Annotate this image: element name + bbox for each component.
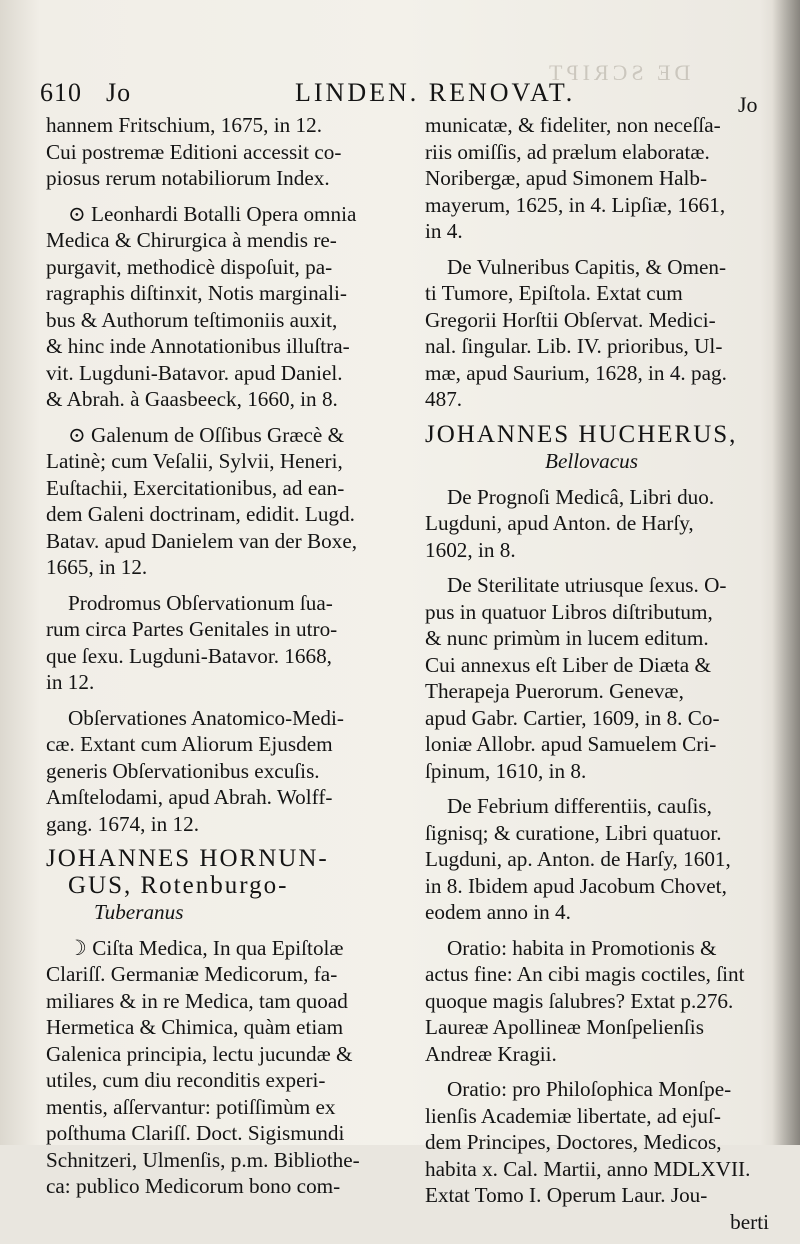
author-origin: Tuberanus (94, 900, 184, 924)
text-line: Andreæ Kragii. (425, 1041, 557, 1066)
bleed-through-text: DE SCRIPT (545, 60, 691, 85)
text-line: Schnitzeri, Ulmenſis, p.m. Bibliothe- (46, 1147, 360, 1172)
text-line: 1602, in 8. (425, 537, 516, 562)
text-line: vit. Lugduni-Batavor. apud Daniel. (46, 360, 343, 385)
text-line: in 12. (46, 670, 95, 694)
author-name: JOHANNES HORNUN- (46, 845, 329, 872)
text-line: De Sterilitate utriusque ſexus. O- (447, 573, 727, 597)
text-line: Noribergæ, apud Simonem Halb- (425, 166, 708, 190)
right-headword: Jo (738, 92, 758, 117)
author-heading (46, 846, 386, 926)
text-line: lienſis Academiæ libertate, ad ejuſ- (425, 1103, 721, 1128)
text-line: quoque magis ſalubres? Extat p.276. (425, 988, 734, 1013)
text-line: Therapeja Puerorum. Genevæ, (425, 679, 684, 703)
text-line: De Vulneribus Capitis, & Omen- (447, 254, 727, 279)
paragraph (46, 422, 386, 581)
text-line: bus & Authorum teſtimoniis auxit, (46, 307, 338, 332)
text-line: habita x. Cal. Martii, anno MDLXVII. (425, 1156, 751, 1181)
author-name: GUS, Rotenburgo- (68, 871, 289, 899)
text-line: rum circa Partes Genitales in utro- (46, 617, 338, 641)
paragraph (46, 112, 386, 192)
text-line: que ſexu. Lugduni-Batavor. 1668, (46, 643, 332, 668)
text-line: Oratio: habita in Promotionis & (447, 935, 717, 960)
text-line: De Prognoſi Medicâ, Libri duo. (447, 484, 715, 509)
text-line: ⊙ Galenum de Oſſibus Græcè & (68, 422, 345, 447)
text-line: piosus rerum notabiliorum Index. (46, 166, 330, 190)
running-head: LINDEN. RENOVAT. (295, 78, 576, 107)
text-line: generis Obſervationibus excuſis. (46, 758, 320, 783)
text-line: mayerum, 1625, in 4. Lipſiæ, 1661, (425, 192, 726, 217)
paragraph (425, 572, 769, 784)
text-line: municatæ, & fideliter, non neceſſa- (425, 113, 721, 137)
text-line: gang. 1674, in 12. (46, 811, 200, 836)
paragraph (425, 254, 769, 413)
text-line: in 8. Ibidem apud Jacobum Chovet, (425, 873, 727, 898)
text-line: & nunc primùm in lucem editum. (425, 626, 709, 650)
text-line: actus fine: An cibi magis coctiles, ſint (425, 962, 745, 986)
left-column (46, 112, 386, 1209)
paragraph (46, 705, 386, 838)
text-line: loniæ Allobr. apud Samuelem Cri- (425, 732, 717, 756)
text-line: pus in quatuor Libros diſtributum, (425, 599, 713, 624)
paragraph (46, 590, 386, 696)
text-line: hannem Fritschium, 1675, in 12. (46, 113, 323, 137)
author-name: JOHANNES HUCHERUS, (425, 420, 738, 448)
paragraph (46, 201, 386, 413)
text-line: poſthuma Clariſſ. Doct. Sigismundi (46, 1121, 345, 1145)
page-number: 610 (40, 78, 82, 107)
text-line: apud Gabr. Cartier, 1609, in 8. Co- (425, 705, 720, 730)
paragraph (425, 793, 769, 926)
text-line: Cui annexus eſt Liber de Diæta & (425, 652, 711, 677)
text-line: Euſtachii, Exercitationibus, ad ean- (46, 475, 345, 500)
text-line: Amſtelodami, apud Abrah. Wolff- (46, 785, 333, 809)
text-line: 487. (425, 387, 463, 411)
text-line: De Febrium differentiis, cauſis, (447, 794, 712, 818)
page-edge-shadow (772, 0, 800, 1145)
text-line: Cui postremæ Editioni accessit co- (46, 139, 342, 164)
text-line: Hermetica & Chimica, quàm etiam (46, 1015, 344, 1039)
text-line: dem Principes, Doctores, Medicos, (425, 1130, 722, 1154)
text-line: & hinc inde Annotationibus illuſtra- (46, 334, 350, 358)
text-line: purgavit, methodicè dispoſuit, pa- (46, 254, 333, 279)
text-line: dem Galeni doctrinam, edidit. Lugd. (46, 502, 355, 526)
paragraph (425, 484, 769, 564)
text-line: ragraphis diſtinxit, Notis marginali- (46, 281, 347, 305)
text-line: Batav. apud Danielem van der Boxe, (46, 528, 358, 553)
page-header (40, 78, 770, 112)
text-line: eodem anno in 4. (425, 900, 571, 924)
text-line: Laureæ Apollineæ Monſpelienſis (425, 1015, 704, 1039)
text-line: Lugduni, ap. Anton. de Harſy, 1601, (425, 847, 731, 871)
text-line: 1665, in 12. (46, 555, 148, 579)
text-line: Oratio: pro Philoſophica Monſpe- (447, 1077, 732, 1101)
text-line: riis omiſſis, ad prælum elaboratæ. (425, 139, 710, 164)
text-line: Gregorii Horſtii Obſervat. Medici- (425, 307, 716, 332)
text-line: Prodromus Obſervationum ſua- (68, 590, 333, 615)
author-origin: Bellovacus (545, 449, 638, 473)
text-line: & Abrah. à Gaasbeeck, 1660, in 8. (46, 387, 338, 411)
text-line: Clariſſ. Germaniæ Medicorum, fa- (46, 962, 338, 986)
text-line: miliares & in re Medica, tam quoad (46, 988, 348, 1013)
text-line: Obſervationes Anatomico-Medi- (68, 705, 344, 730)
text-line: Galenica principia, lectu jucundæ & (46, 1041, 353, 1066)
paragraph (425, 1076, 769, 1235)
paragraph (425, 935, 769, 1068)
text-line: mæ, apud Saurium, 1628, in 4. pag. (425, 360, 727, 385)
author-heading (425, 422, 769, 475)
text-line: ⊙ Leonhardi Botalli Opera omnia (68, 201, 357, 226)
right-column (425, 112, 769, 1244)
text-line: in 4. (425, 219, 463, 243)
headword: Jo (106, 78, 132, 107)
text-line: Lugduni, apud Anton. de Harſy, (425, 511, 694, 535)
text-line: ca: publico Medicorum bono com- (46, 1174, 341, 1198)
text-line: mentis, aſſervantur: potiſſimùm ex (46, 1094, 336, 1119)
text-line: ſpinum, 1610, in 8. (425, 758, 587, 783)
text-line: Latinè; cum Veſalii, Sylvii, Heneri, (46, 449, 343, 473)
text-line: Extat Tomo I. Operum Laur. Jou- (425, 1183, 708, 1207)
text-line: ti Tumore, Epiſtola. Extat cum (425, 281, 683, 305)
text-line: Medica & Chirurgica à mendis re- (46, 228, 337, 252)
paragraph (425, 112, 769, 245)
text-line: utiles, cum diu reconditis experi- (46, 1068, 326, 1092)
text-line: nal. ſingular. Lib. IV. prioribus, Ul- (425, 334, 723, 358)
catchword: berti (730, 1209, 769, 1234)
text-line: ☽ Ciſta Medica, In qua Epiſtolæ (68, 935, 344, 960)
text-line: ſignisq; & curatione, Libri quatuor. (425, 820, 722, 845)
paragraph (46, 935, 386, 1200)
text-line: cæ. Extant cum Aliorum Ejusdem (46, 732, 333, 756)
